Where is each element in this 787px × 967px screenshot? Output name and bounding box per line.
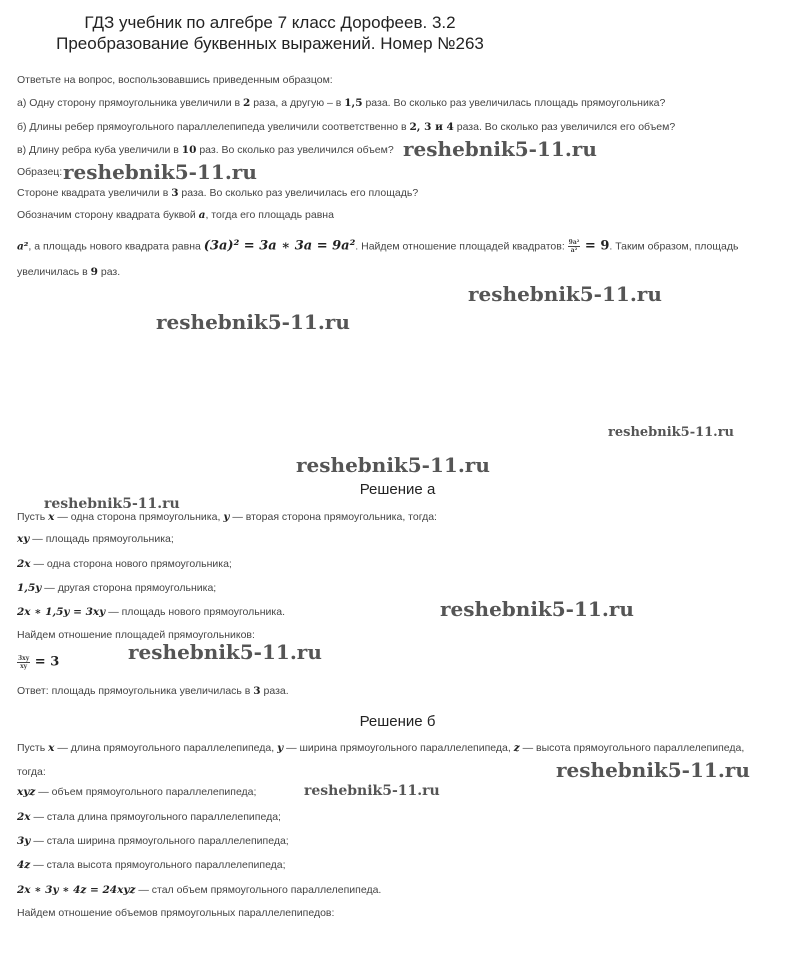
sb-l1-x: x: [48, 742, 55, 754]
sample-a-squared: a²: [17, 240, 29, 253]
task-a-text-1: а) Одну сторону прямоугольника увеличили в: [17, 97, 243, 109]
sample-line-3-num: 9: [90, 266, 98, 278]
sample-line-2: [17, 239, 738, 254]
sample-expression: (3a)² = 3a ∗ 3a = 9a²: [203, 238, 356, 254]
sb-l1-text-a: Пусть: [17, 742, 49, 754]
sa-l1-y: y: [223, 511, 230, 523]
sb-l4-math: 3y: [17, 835, 31, 847]
sa-l4-math: 1,5y: [17, 582, 42, 594]
sa-l1-text-a: Пусть: [17, 511, 49, 523]
solution-a-line-1: [17, 510, 437, 524]
solution-a-line-3: [17, 557, 232, 571]
task-part-b: [17, 120, 675, 134]
sa-l2-text: — площадь прямоугольника;: [29, 533, 174, 545]
watermark-6: reshebnik5-11.ru: [296, 453, 490, 477]
watermark-10: reshebnik5-11.ru: [556, 758, 750, 782]
sa-answer-num: 3: [253, 685, 261, 697]
sb-l1-y: y: [277, 742, 284, 754]
sa-l5-text: — площадь нового прямоугольника.: [105, 606, 286, 618]
solution-b-line-1-cont: тогда:: [17, 766, 46, 778]
sb-l1-text-c: — ширина прямоугольного параллелепипеда,: [283, 742, 514, 754]
sb-l5-text: — стала высота прямоугольного параллелепипеда;: [30, 859, 286, 871]
task-a-text-2: раза, а другую – в: [250, 97, 345, 109]
sample-line-1-text-a: Обозначим сторону квадрата буквой: [17, 209, 199, 221]
sample-fraction-numerator: 9a²: [568, 239, 580, 246]
page-title-line-1: ГДЗ учебник по алгебре 7 класс Дорофеев. 3.2: [84, 13, 456, 32]
sample-fraction-denominator: a²: [570, 247, 578, 254]
solution-a-line-2: [17, 532, 174, 546]
solution-a-line-5: [17, 605, 285, 619]
solution-a-line-6: Найдем отношение площадей прямоугольников:: [17, 629, 255, 641]
sb-l1-text-b: — длина прямоугольного параллелепипеда,: [54, 742, 278, 754]
solution-b-line-5: [17, 858, 286, 872]
sample-line-3-text-c: раз.: [97, 266, 121, 278]
watermark-2: reshebnik5-11.ru: [63, 160, 257, 184]
task-part-a: [17, 96, 665, 110]
sample-line-2-text-b: , а площадь нового квадрата равна: [28, 240, 204, 253]
sb-l5-math: 4z: [17, 859, 31, 871]
sample-question: [17, 186, 418, 200]
watermark-5: reshebnik5-11.ru: [608, 425, 735, 440]
sample-variable: a: [198, 209, 206, 221]
sample-question-text-1: Стороне квадрата увеличили в: [17, 187, 172, 199]
sb-l3-text: — стала длина прямоугольного параллелепипеда;: [30, 811, 281, 823]
watermark-9: reshebnik5-11.ru: [128, 640, 322, 664]
solution-b-line-4: [17, 834, 289, 848]
solution-a-fraction-line: [17, 655, 59, 670]
task-a-num-2: 1,5: [344, 97, 363, 109]
task-b-nums: 2, 3 и 4: [409, 121, 454, 133]
sample-line-2-text-d: . Найдем отношение площадей квадратов:: [355, 240, 568, 253]
sa-fraction-numerator: 3xy: [18, 655, 30, 662]
sa-answer-text-1: Ответ: площадь прямоугольника увеличилась в: [17, 685, 254, 697]
page-title-line-2: Преобразование буквенных выражений. Номер №263: [56, 34, 484, 53]
task-a-num-1: 2: [242, 97, 251, 109]
watermark-3: reshebnik5-11.ru: [468, 282, 662, 306]
sa-l1-text-c: — вторая сторона прямоугольника, тогда:: [229, 511, 437, 523]
sb-l2-text: — объем прямоугольного параллелепипеда;: [35, 786, 257, 798]
sa-answer-text-2: раза.: [260, 685, 289, 697]
sa-l5-math: 2x ∗ 1,5y = 3xy: [17, 606, 106, 618]
task-b-text-1: б) Длины ребер прямоугольного параллелепипеда увеличили соответственно в: [17, 121, 410, 133]
sample-question-text-2: раза. Во сколько раз увеличилась его площадь?: [178, 187, 419, 199]
solution-b-line-2: [17, 785, 256, 799]
solution-b-heading: Решение б: [359, 713, 436, 730]
solution-a-heading: Решение а: [359, 481, 436, 498]
sa-l3-math: 2x: [17, 558, 31, 570]
watermark-4: reshebnik5-11.ru: [156, 310, 350, 334]
solution-a-answer: [17, 684, 289, 698]
sb-l1-z: z: [513, 742, 520, 754]
solution-a-line-4: [17, 581, 216, 595]
sample-question-num: 3: [171, 187, 179, 199]
sample-label: Образец:: [17, 166, 63, 178]
sa-l4-text: — другая сторона прямоугольника;: [41, 582, 217, 594]
solution-b-line-6: [17, 883, 381, 897]
sample-line-3: [17, 265, 120, 279]
task-part-c: [17, 143, 394, 157]
sample-line-1-text-b: , тогда его площадь равна: [205, 209, 334, 221]
task-c-text-2: раз. Во сколько раз увеличился объем?: [196, 144, 394, 156]
sa-l1-text-b: — одна сторона прямоугольника,: [54, 511, 224, 523]
sample-line-3-text-a: увеличилась в: [17, 266, 91, 278]
sample-line-2-text-f: . Таким образом, площадь: [609, 240, 739, 253]
task-c-text-1: в) Длину ребра куба увеличили в: [17, 144, 182, 156]
task-intro: Ответьте на вопрос, воспользовавшись приведенным образцом:: [17, 74, 333, 86]
sb-l3-math: 2x: [17, 811, 31, 823]
solution-b-line-3: [17, 810, 281, 824]
task-b-text-2: раза. Во сколько раз увеличился его объем?: [453, 121, 676, 133]
watermark-7: reshebnik5-11.ru: [44, 496, 180, 512]
sb-l4-text: — стала ширина прямоугольного параллелепипеда;: [30, 835, 289, 847]
sa-l2-math: xy: [17, 533, 30, 545]
sample-fraction-result: = 9: [580, 238, 610, 254]
sb-l1-text-d: — высота прямоугольного параллелепипеда,: [519, 742, 745, 754]
sa-l1-x: x: [48, 511, 55, 523]
sa-l3-text: — одна сторона нового прямоугольника;: [30, 558, 232, 570]
watermark-11: reshebnik5-11.ru: [304, 783, 440, 799]
solution-b-line-1: [17, 741, 744, 755]
sa-fraction: [17, 655, 30, 670]
sa-fraction-denominator: xy: [20, 663, 28, 670]
task-c-num: 10: [181, 144, 197, 156]
watermark-1: reshebnik5-11.ru: [403, 137, 597, 161]
sample-fraction: [568, 239, 581, 254]
sb-l6-math: 2x ∗ 3y ∗ 4z = 24xyz: [17, 884, 136, 896]
sb-l6-text: — стал объем прямоугольного параллелепипеда.: [135, 884, 382, 896]
sample-line-1: [17, 208, 334, 222]
sa-fraction-result: = 3: [30, 654, 60, 670]
task-a-text-3: раза. Во сколько раз увеличилась площадь прямоугольника?: [362, 97, 666, 109]
sb-l2-math: xyz: [17, 786, 36, 798]
solution-b-line-7: Найдем отношение объемов прямоугольных параллелепипедов:: [17, 907, 335, 919]
watermark-8: reshebnik5-11.ru: [440, 597, 634, 621]
